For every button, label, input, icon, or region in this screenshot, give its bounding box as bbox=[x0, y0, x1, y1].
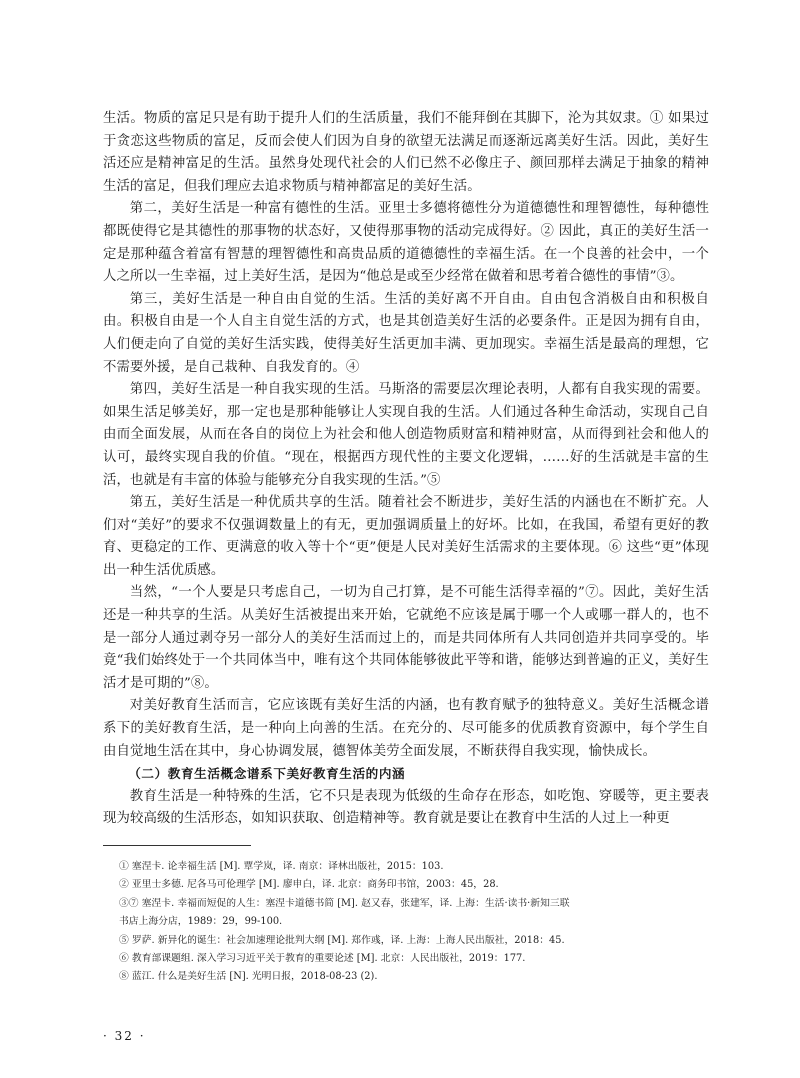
paragraph: 当然，“一个人要是只考虑自己，一切为自己打算，是不可能生活得幸福的”⑦。因此，美好生活还是一种共享的生活。从美好生活被提出来开始，它就绝不应该是属于哪一个人或哪一群人的，也不是一部分人通过剥夺另一部分人的美好生活而过上的，而是共同体所有人共同创造并共同享受的。毕竟“我们始终处于一个共同体当中，唯有这个共同体能够彼此平等和谐，能够达到普遍的正义，美好生活才是可期的”⑧。 bbox=[103, 585, 709, 691]
page-number: · 32 · bbox=[103, 1029, 146, 1043]
footnote-continuation: 书店上海分店，1989：29，99-100. bbox=[119, 916, 283, 928]
paragraph: 教育生活是一种特殊的生活，它不只是表现为低级的生命存在形态，如吃饱、穿暖等，更主要表现为较高级的生活形态，如知识获取、创造精神等。教育就是要让在教育中生活的人过上一种更 bbox=[103, 788, 709, 827]
footnote: ① 塞涅卡. 论幸福生活 [M]. 覃学岚，译. 南京：译林出版社，2015：103. bbox=[119, 861, 444, 872]
paragraph: 第四，美好生活是一种自我实现的生活。马斯洛的需要层次理论表明，人都有自我实现的需要。如果生活足够美好，那一定也是那种能够让人实现自我的生活。人们通过各种生命活动，实现自己自由而全面发展，从而在各自的岗位上为社会和他人创造物质财富和精神财富，从而得到社会和他人的认可，最终实现自我的价值。“现在，根据西方现代性的主要文化逻辑，……好的生活就是丰富的生活，也就是有丰富的体验与能够充分自我实现的生活。”⑤ bbox=[103, 382, 709, 488]
paragraph: 第三，美好生活是一种自由自觉的生活。生活的美好离不开自由。自由包含消极自由和积极自由。积极自由是一个人自主自觉生活的方式，也是其创造美好生活的必要条件。正是因为拥有自由，人们便走向了自觉的美好生活实践，使得美好生活更加丰满、更加现实。幸福生活是最高的理想，它不需要外援，是自己栽种、自我发育的。④ bbox=[103, 291, 709, 375]
footnote: ⑤ 罗萨. 新异化的诞生：社会加速理论批判大纲 [M]. 郑作彧，译. 上海：上海人民出版社，2018：45. bbox=[119, 934, 565, 946]
footnote-divider bbox=[103, 845, 251, 846]
footnote: ③⑦ 塞涅卡. 幸福而短促的人生：塞涅卡道德书简 [M]. 赵又春，张建军，译. 上海：生活·读书·新知三联 bbox=[119, 897, 570, 909]
footnote: ② 亚里士多德. 尼各马可伦理学 [M]. 廖申白，译. 北京：商务印书馆，2003：45，28. bbox=[119, 879, 499, 891]
paragraph: 第五，美好生活是一种优质共享的生活。随着社会不断进步，美好生活的内涵也在不断扩充。人们对“美好”的要求不仅强调数量上的有无，更加强调质量上的好坏。比如，在我国，希望有更好的教育、更稳定的工作、更满意的收入等十个“更”便是人民对美好生活需求的主要体现。⑥ 这些“更”体现出一种生活优质感。 bbox=[103, 495, 709, 578]
footnote: ⑥ 教育部课题组. 深入学习习近平关于教育的重要论述 [M]. 北京：人民出版社，2019：177. bbox=[119, 953, 526, 965]
footnotes bbox=[103, 858, 709, 987]
footnote: ⑧ 蓝江. 什么是美好生活 [N]. 光明日报，2018-08-23 (2). bbox=[119, 971, 378, 983]
paragraph: 生活。物质的富足只是有助于提升人们的生活质量，我们不能拜倒在其脚下，沦为其奴隶。① 如果过于贪恋这些物质的富足，反而会使人们因为自身的欲望无法满足而逐渐远离美好生活。因此，美好生活还应是精神富足的生活。虽然身处现代社会的人们已然不必像庄子、颜回那样去满足于抽象的精神生活的富足，但我们理应去追求物质与精神都富足的美好生活。 bbox=[103, 111, 709, 194]
paragraph: 第二，美好生活是一种富有德性的生活。亚里士多德将德性分为道德德性和理智德性，每种德性都既使得它是其德性的那事物的状态好，又使得那事物的活动完成得好。② 因此，真正的美好生活一定是那种蕴含着富有智慧的理智德性和高贵品质的道德德性的幸福生活。在一个良善的社会中，一个人之所以一生幸福，过上美好生活，是因为“他总是或至少经常在做着和思考着合德性的事情”③。 bbox=[103, 201, 709, 285]
body-text bbox=[103, 108, 709, 831]
section-heading: （二）教育生活概念谱系下美好教育生活的内涵 bbox=[128, 766, 406, 782]
paragraph: 对美好教育生活而言，它应该既有美好生活的内涵，也有教育赋予的独特意义。美好生活概念谱系下的美好教育生活，是一种向上向善的生活。在充分的、尽可能多的优质教育资源中，每个学生自由自觉地生活在其中，身心协调发展，德智体美劳全面发展，不断获得自我实现，愉快成长。 bbox=[103, 698, 709, 759]
page-content bbox=[103, 108, 709, 987]
